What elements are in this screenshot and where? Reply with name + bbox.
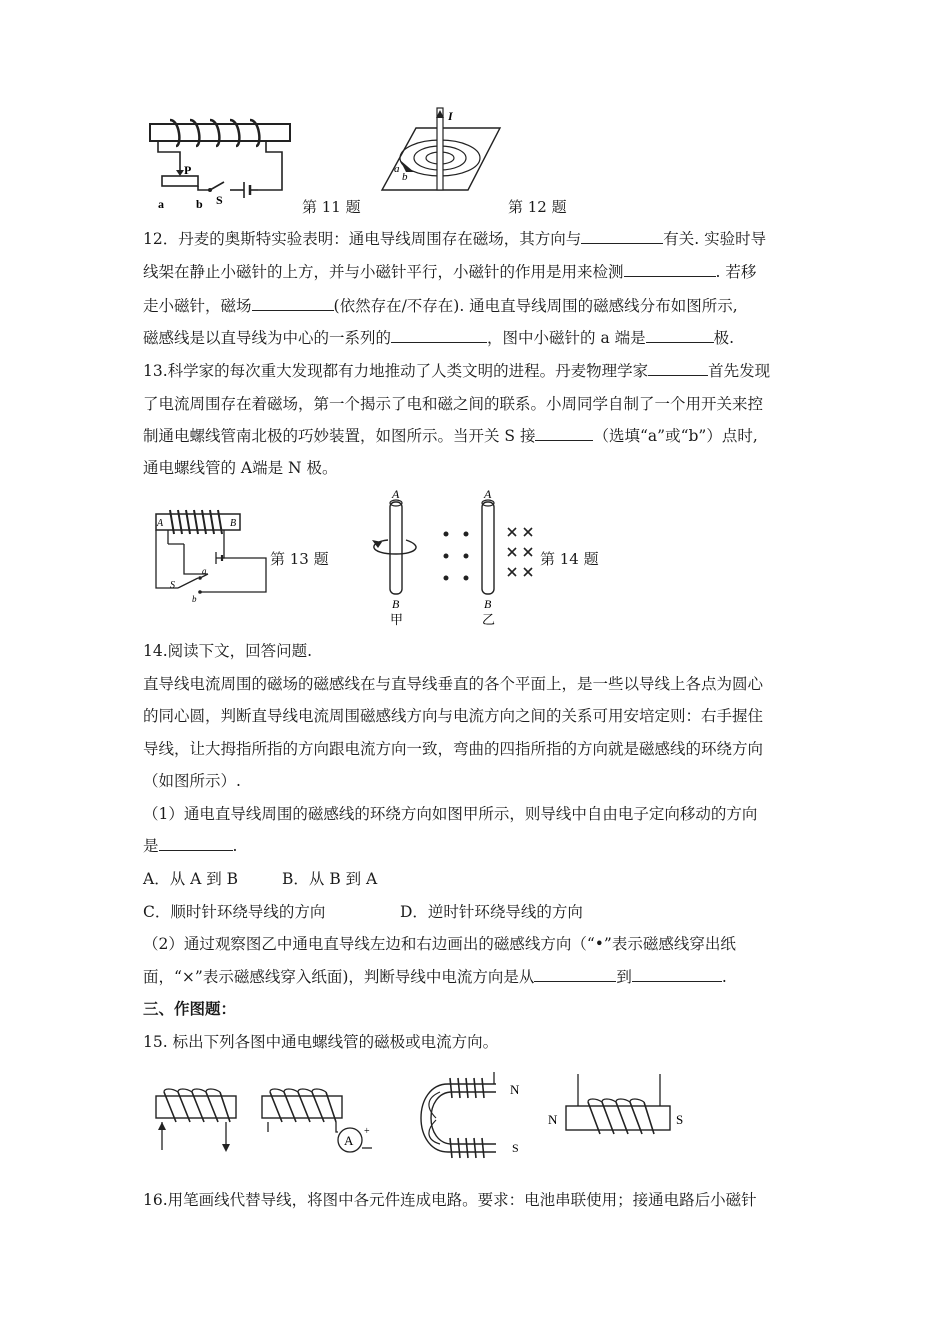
q14-sub2-line-2: 面，“×”表示磁感线穿入纸面)，判断导线中电流方向是从 到 . [143, 968, 727, 986]
caption-q12: 第 12 题 [508, 198, 567, 216]
q14-option-A[interactable]: A．从 A 到 B [143, 870, 239, 888]
q14-para-4: （如图所示）. [143, 772, 241, 790]
fig11-label-a: a [158, 197, 164, 211]
q12-blank-5[interactable] [646, 328, 714, 343]
figure-13-switch-circuit [150, 508, 270, 604]
fig15-solenoid-2 [262, 1089, 372, 1152]
q12-line-4: 磁感线是以直导线为中心的一系列的 ，图中小磁针的 a 端是 极. [143, 329, 735, 347]
fig12-label-a: a [394, 163, 400, 175]
q14-title: 14.阅读下文，回答问题. [143, 642, 313, 660]
q14-sub1-line-1: （1）通电直导线周围的磁感线的环绕方向如图甲所示，则导线中自由电子定向移动的方向 [143, 805, 758, 823]
q12-line-3: 走小磁针，磁场 (依然存在/不存在). 通电直导线周围的磁感线分布如图所示, [143, 297, 738, 315]
fig13-label-b: b [192, 594, 197, 604]
q16-text: 16.用笔画线代替导线，将图中各元件连成电路。要求：电池串联使用；接通电路后小磁针 [143, 1191, 757, 1209]
caption-q13: 第 13 题 [270, 550, 329, 568]
q12-blank-1[interactable] [581, 229, 663, 244]
fig13-label-a: a [202, 566, 207, 576]
fig15-label-S1: S [512, 1141, 519, 1155]
figure-11-solenoid-circuit [140, 112, 300, 212]
q13-blank-1[interactable] [648, 361, 708, 376]
fig11-label-P: P [184, 163, 192, 177]
fig15-label-N1: N [510, 1082, 520, 1097]
figure-14-wires-jia-yi [362, 488, 542, 628]
fig11-label-b: b [196, 197, 203, 211]
fig12-label-b: b [402, 171, 408, 183]
figure-15-solenoids [150, 1068, 710, 1168]
q14-blank-2[interactable] [534, 967, 616, 982]
fig14-label-A-jia: A [392, 487, 400, 501]
svg-text:+: + [364, 1126, 370, 1137]
fig13-label-A: A [157, 518, 164, 529]
q14-option-B[interactable]: B．从 B 到 A [282, 870, 378, 888]
q12-line-2: 线架在静止小磁针的上方，并与小磁针平行，小磁针的作用是用来检测 . 若移 [143, 263, 757, 281]
q13-line-4: 通电螺线管的 A端是 N 极。 [143, 459, 338, 477]
q14-option-C[interactable]: C．顺时针环绕导线的方向 [143, 903, 326, 921]
caption-q11: 第 11 题 [302, 198, 361, 216]
q12-blank-4[interactable] [391, 328, 487, 343]
fig15-label-N2: N [548, 1112, 558, 1127]
fig14-label-B-jia: B [392, 597, 400, 611]
q14-sub2-line-1: （2）通过观察图乙中通电直导线左边和右边画出的磁感线方向（“•”表示磁感线穿出纸 [143, 935, 736, 953]
fig13-label-S: S [170, 580, 175, 591]
q12-line-1: 12．丹麦的奥斯特实验表明：通电导线周围存在磁场，其方向与 有关. 实验时导 [143, 230, 767, 248]
q13-line-1: 13.科学家的每次重大发现都有力地推动了人类文明的进程。丹麦物理学家 首先发现 [143, 362, 771, 380]
q14-para-2: 的同心圆，判断直导线电流周围磁感线方向与电流方向之间的关系可用安培定则：右手握住 [143, 707, 764, 725]
q13-line-3: 制通电螺线管南北极的巧妙装置，如图所示。当开关 S 接 （选填“a”或“b”）点时, [143, 427, 758, 445]
fig14-label-B-yi: B [484, 597, 492, 611]
q14-sub1-line-2: 是 . [143, 837, 238, 855]
fig14-label-jia: 甲 [390, 612, 404, 627]
section-3-title: 三、作图题： [143, 999, 237, 1018]
fig15-ammeter-label: A [344, 1133, 354, 1148]
q12-blank-2[interactable] [624, 262, 716, 277]
q14-blank-1[interactable] [159, 836, 233, 851]
fig11-label-S: S [216, 193, 223, 207]
fig14-label-yi: 乙 [482, 612, 496, 627]
figure-12-straight-wire-field [378, 108, 503, 193]
fig15-u-magnet [421, 1072, 520, 1158]
q14-option-D[interactable]: D．逆时针环绕导线的方向 [400, 903, 583, 921]
fig15-solenoid-4 [548, 1074, 683, 1134]
q14-blank-3[interactable] [632, 967, 722, 982]
q13-line-2: 了电流周围存在着磁场，第一个揭示了电和磁之间的联系。小周同学自制了一个用开关来控 [143, 395, 764, 413]
fig15-solenoid-1 [156, 1089, 236, 1152]
fig12-label-I: I [448, 109, 453, 123]
q12-blank-3[interactable] [252, 296, 334, 311]
fig15-label-S2: S [676, 1112, 684, 1127]
fig14-label-A-yi: A [484, 487, 492, 501]
q15-text: 15. 标出下列各图中通电螺线管的磁极或电流方向。 [143, 1033, 499, 1051]
caption-q14: 第 14 题 [540, 550, 599, 568]
q14-para-1: 直导线电流周围的磁场的磁感线在与直导线垂直的各个平面上，是一些以导线上各点为圆心 [143, 675, 764, 693]
q13-blank-2[interactable] [535, 426, 593, 441]
fig13-label-B: B [230, 518, 237, 529]
q14-para-3: 导线，让大拇指所指的方向跟电流方向一致，弯曲的四指所指的方向就是磁感线的环绕方向 [143, 740, 764, 758]
